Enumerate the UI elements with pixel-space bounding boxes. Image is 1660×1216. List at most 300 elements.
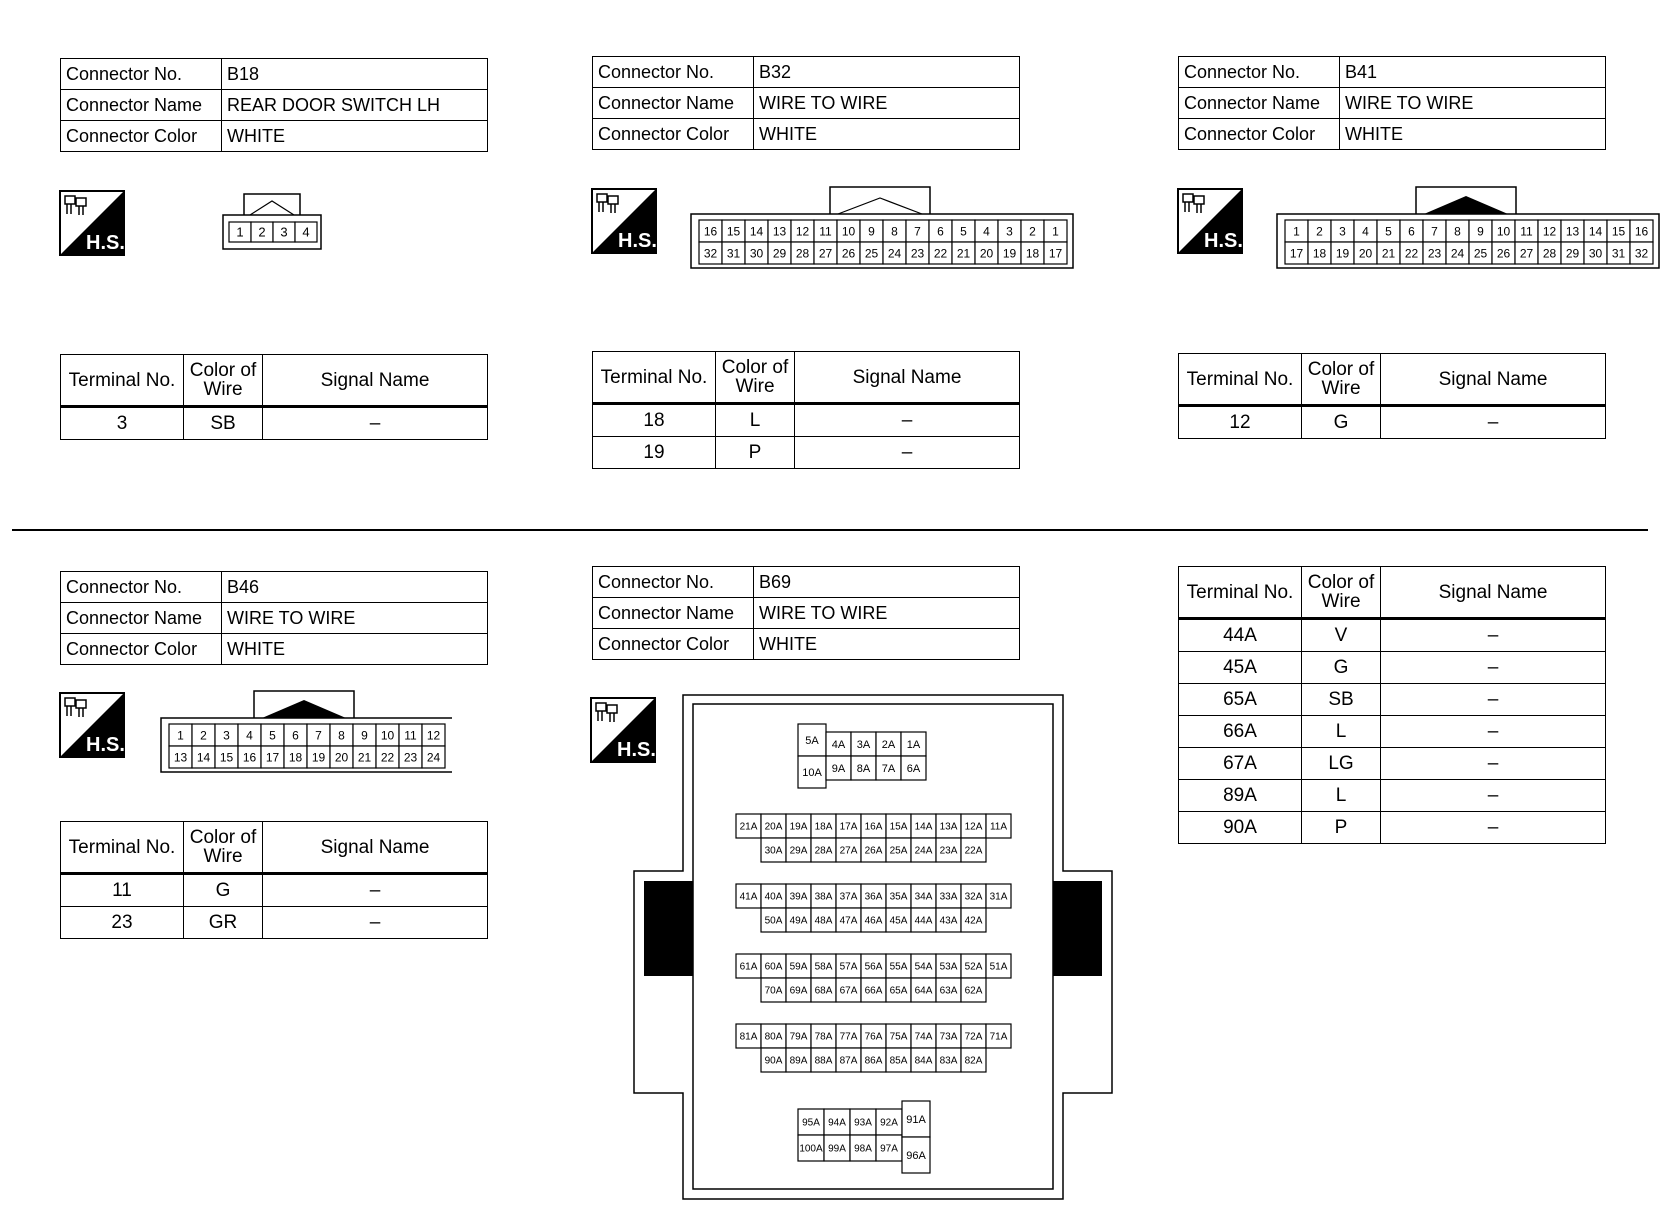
connector-face-b18	[222, 193, 332, 259]
pin-label: 20	[334, 750, 349, 765]
pin-label: 22	[933, 246, 948, 261]
pin-label: 18	[1025, 246, 1040, 261]
signal-name-cell: –	[263, 407, 488, 440]
wire-color-cell: L	[716, 404, 795, 437]
pin-label: 5	[269, 728, 276, 743]
pin-label: 9	[868, 224, 875, 239]
pin-label: 30	[749, 246, 764, 261]
wire-color-cell: G	[184, 874, 263, 907]
connector-no-label: Connector No.	[593, 57, 754, 88]
pin-label: 10	[380, 728, 395, 743]
terminal-table-b41	[1178, 353, 1606, 439]
pin-label: 6	[937, 224, 944, 239]
pin-label: 23	[1427, 246, 1442, 261]
pin-label: 73A	[939, 1031, 958, 1043]
pin-label: 35A	[889, 891, 908, 903]
terminal-table-b69	[1178, 566, 1606, 844]
pin-label: 5	[960, 224, 967, 239]
pin-label: 3	[280, 224, 288, 240]
pin-label: 36A	[864, 891, 883, 903]
pin-label: 20	[1358, 246, 1373, 261]
signal-name-cell: –	[263, 907, 488, 939]
pin-label: 8A	[856, 762, 871, 775]
connector-name-value: WIRE TO WIRE	[1340, 88, 1606, 119]
pin-label: 6	[292, 728, 299, 743]
pin-label: 56A	[864, 961, 883, 973]
pin-label: 18	[1312, 246, 1327, 261]
pin-label: 28	[795, 246, 810, 261]
pin-label: 8	[891, 224, 898, 239]
pin-label: 2	[1316, 224, 1323, 239]
connector-info-b69	[592, 566, 1020, 660]
wire-color-cell: LG	[1302, 748, 1381, 780]
signal-name-cell: –	[1381, 406, 1606, 439]
connector-no-value: B69	[754, 567, 1020, 598]
pin-label: 5	[1385, 224, 1392, 239]
pin-label: 68A	[814, 985, 833, 997]
connector-name-label: Connector Name	[593, 88, 754, 119]
pin-label: 7	[914, 224, 921, 239]
pin-label: 14	[749, 224, 764, 239]
pin-label: 64A	[914, 985, 933, 997]
pin-label: 31A	[989, 891, 1008, 903]
pin-label: 49A	[789, 915, 808, 927]
signal-name-header: Signal Name	[1381, 567, 1606, 619]
pin-label: 10	[1496, 224, 1511, 239]
pin-label: 58A	[814, 961, 833, 973]
signal-name-cell: –	[1381, 812, 1606, 844]
pin-label: 22	[380, 750, 395, 765]
pin-label: 19	[1335, 246, 1350, 261]
pin-label: 22	[1404, 246, 1419, 261]
pin-label: 25	[864, 246, 879, 261]
connector-color-label: Connector Color	[593, 119, 754, 150]
pin-label: 82A	[964, 1055, 983, 1067]
pin-label: 57A	[839, 961, 858, 973]
pin-label: 32	[703, 246, 718, 261]
terminal-row	[1179, 716, 1606, 748]
pin-label: 17A	[839, 821, 858, 833]
pin-label: 8	[1454, 224, 1461, 239]
connector-no-value: B18	[222, 59, 488, 90]
signal-name-header: Signal Name	[1381, 354, 1606, 406]
pin-label: 18A	[814, 821, 833, 833]
connector-name-label: Connector Name	[61, 603, 222, 634]
terminal-no-cell: 19	[593, 437, 716, 469]
terminal-no-cell: 11	[61, 874, 184, 907]
pin-label: 87A	[839, 1055, 858, 1067]
pin-label: 93A	[854, 1117, 872, 1129]
pin-label: 33A	[939, 891, 958, 903]
pin-label: 41A	[739, 891, 758, 903]
pin-label: 51A	[989, 961, 1008, 973]
pin-label: 15	[726, 224, 741, 239]
pin-label: 7	[315, 728, 322, 743]
pin-label: 39A	[789, 891, 808, 903]
pin-label: 27	[1519, 246, 1534, 261]
pin-label: 75A	[889, 1031, 908, 1043]
terminal-row	[1179, 619, 1606, 652]
terminal-no-cell: 67A	[1179, 748, 1302, 780]
terminal-no-cell: 65A	[1179, 684, 1302, 716]
signal-name-header: Signal Name	[795, 352, 1020, 404]
terminal-table-b32	[592, 351, 1020, 469]
signal-name-cell: –	[1381, 684, 1606, 716]
terminal-row	[61, 874, 488, 907]
hs-view-icon	[59, 692, 125, 758]
pin-label: 61A	[739, 961, 758, 973]
pin-label: 15	[1611, 224, 1626, 239]
pin-label: 20	[979, 246, 994, 261]
pin-label: 31	[1611, 246, 1626, 261]
pin-label: 12A	[964, 821, 983, 833]
pin-label: 4	[246, 728, 253, 743]
signal-name-cell: –	[795, 404, 1020, 437]
terminal-no-header: Terminal No.	[61, 822, 184, 874]
pin-label: 24A	[914, 845, 933, 857]
wire-color-cell: P	[1302, 812, 1381, 844]
pin-label: 55A	[889, 961, 908, 973]
pin-label: 40A	[764, 891, 783, 903]
pin-label: 25	[1473, 246, 1488, 261]
signal-name-cell: –	[263, 874, 488, 907]
pin-label: 1	[1052, 224, 1059, 239]
pin-label: 5A	[805, 734, 819, 747]
pin-label: 79A	[789, 1031, 808, 1043]
pin-label: 76A	[864, 1031, 883, 1043]
pin-label: 11	[1520, 224, 1533, 239]
terminal-table-b46	[60, 821, 488, 939]
pin-label: 81A	[739, 1031, 758, 1043]
terminal-table-b18	[60, 354, 488, 440]
connector-no-value: B46	[222, 572, 488, 603]
connector-name-label: Connector Name	[593, 598, 754, 629]
pin-label: 28	[1542, 246, 1557, 261]
terminal-row	[61, 907, 488, 939]
pin-label: 7	[1431, 224, 1438, 239]
pin-label: 84A	[914, 1055, 933, 1067]
pin-label: 20A	[764, 821, 783, 833]
pin-label: 3	[223, 728, 230, 743]
signal-name-cell: –	[1381, 716, 1606, 748]
color-of-wire-header: Color of Wire	[184, 822, 263, 874]
pin-label: 7A	[881, 762, 896, 775]
terminal-row	[61, 407, 488, 440]
pin-label: 21	[956, 246, 971, 261]
pin-label: 12	[795, 224, 810, 239]
terminal-no-cell: 12	[1179, 406, 1302, 439]
connector-name-value: REAR DOOR SWITCH LH	[222, 90, 488, 121]
terminal-row	[1179, 780, 1606, 812]
pin-label: 63A	[939, 985, 958, 997]
pin-label: 72A	[964, 1031, 983, 1043]
pin-label: 37A	[839, 891, 858, 903]
pin-label: 92A	[880, 1117, 898, 1129]
connector-no-value: B32	[754, 57, 1020, 88]
pin-label: 21	[357, 750, 372, 765]
connector-color-value: WHITE	[222, 634, 488, 665]
pin-label: 38A	[814, 891, 833, 903]
connector-color-value: WHITE	[1340, 119, 1606, 150]
connector-color-value: WHITE	[222, 121, 488, 152]
pin-label: 19	[1002, 246, 1017, 261]
pin-label: 48A	[814, 915, 833, 927]
pin-label: 12	[1542, 224, 1557, 239]
pin-label: 97A	[880, 1143, 898, 1155]
pin-label: 9	[361, 728, 368, 743]
terminal-no-cell: 45A	[1179, 652, 1302, 684]
pin-label: 27	[818, 246, 833, 261]
pin-label: 1	[1293, 224, 1300, 239]
connector-face-b69	[630, 693, 1116, 1201]
pin-label: 77A	[839, 1031, 858, 1043]
pin-label: 29	[1565, 246, 1580, 261]
color-of-wire-header: Color of Wire	[1302, 567, 1381, 619]
pin-label: 11	[819, 224, 832, 239]
pin-label: 14A	[914, 821, 933, 833]
connector-name-value: WIRE TO WIRE	[754, 598, 1020, 629]
pin-label: 70A	[764, 985, 783, 997]
pin-label: 62A	[964, 985, 983, 997]
pin-label: 31	[726, 246, 741, 261]
pin-label: 47A	[839, 915, 858, 927]
pin-label: 2	[258, 224, 266, 240]
connector-info-b46	[60, 571, 488, 665]
pin-label: 96A	[906, 1149, 926, 1162]
wire-color-cell: P	[716, 437, 795, 469]
pin-label: 1	[177, 728, 184, 743]
pin-label: 74A	[914, 1031, 933, 1043]
terminal-no-header: Terminal No.	[1179, 354, 1302, 406]
signal-name-cell: –	[1381, 619, 1606, 652]
pin-label: 52A	[964, 961, 983, 973]
connector-color-label: Connector Color	[61, 121, 222, 152]
pin-label: 43A	[939, 915, 958, 927]
terminal-row	[1179, 684, 1606, 716]
pin-label: 78A	[814, 1031, 833, 1043]
terminal-no-header: Terminal No.	[593, 352, 716, 404]
connector-no-label: Connector No.	[61, 572, 222, 603]
pin-label: 25A	[889, 845, 908, 857]
wire-color-cell: GR	[184, 907, 263, 939]
signal-name-cell: –	[1381, 652, 1606, 684]
terminal-row	[1179, 748, 1606, 780]
pin-label: 95A	[802, 1117, 820, 1129]
wire-color-cell: SB	[1302, 684, 1381, 716]
color-of-wire-header: Color of Wire	[1302, 354, 1381, 406]
pin-label: 34A	[914, 891, 933, 903]
pin-label: 17	[265, 750, 280, 765]
pin-label: 94A	[828, 1117, 846, 1129]
section-divider	[12, 529, 1648, 531]
pin-label: 11	[404, 728, 417, 743]
pin-label: 3	[1006, 224, 1013, 239]
pin-label: 23	[403, 750, 418, 765]
terminal-row	[593, 437, 1020, 469]
pin-label: 23	[910, 246, 925, 261]
signal-name-cell: –	[1381, 748, 1606, 780]
connector-face-b32	[690, 186, 1076, 272]
connector-info-b41	[1178, 56, 1606, 150]
pin-label: 100A	[799, 1143, 823, 1155]
terminal-no-header: Terminal No.	[61, 355, 184, 407]
color-of-wire-header: Color of Wire	[184, 355, 263, 407]
pin-label: 24	[426, 750, 441, 765]
pin-label: 85A	[889, 1055, 908, 1067]
pin-label: 12	[426, 728, 441, 743]
pin-label: 53A	[939, 961, 958, 973]
pin-label: 4	[983, 224, 990, 239]
pin-label: 42A	[964, 915, 983, 927]
pin-label: 1A	[906, 738, 921, 751]
pin-label: 15	[219, 750, 234, 765]
terminal-row	[1179, 812, 1606, 844]
pin-label: 21A	[739, 821, 758, 833]
color-of-wire-header: Color of Wire	[716, 352, 795, 404]
pin-label: 16	[703, 224, 718, 239]
pin-label: 44A	[914, 915, 933, 927]
pin-label: 22A	[964, 845, 983, 857]
pin-label: 14	[1588, 224, 1603, 239]
pin-label: 17	[1289, 246, 1304, 261]
pin-label: 2	[200, 728, 207, 743]
pin-label: 65A	[889, 985, 908, 997]
pin-label: 9A	[831, 762, 846, 775]
signal-name-header: Signal Name	[263, 822, 488, 874]
pin-label: 10A	[802, 766, 822, 779]
locking-tab-right	[1053, 881, 1102, 976]
pin-label: 10	[841, 224, 856, 239]
wire-color-cell: V	[1302, 619, 1381, 652]
connector-color-label: Connector Color	[1179, 119, 1340, 150]
pin-label: 60A	[764, 961, 783, 973]
terminal-no-cell: 44A	[1179, 619, 1302, 652]
wire-color-cell: L	[1302, 716, 1381, 748]
pin-label: 1	[236, 224, 244, 240]
pin-label: 15A	[889, 821, 908, 833]
wire-color-cell: G	[1302, 406, 1381, 439]
terminal-no-cell: 23	[61, 907, 184, 939]
pin-label: 90A	[764, 1055, 783, 1067]
connector-face-b41	[1276, 186, 1660, 272]
terminal-row	[1179, 406, 1606, 439]
pin-label: 19	[311, 750, 326, 765]
pin-label: 54A	[914, 961, 933, 973]
pin-label: 50A	[764, 915, 783, 927]
pin-label: 18	[288, 750, 303, 765]
terminal-no-cell: 18	[593, 404, 716, 437]
pin-label: 13	[772, 224, 787, 239]
hs-view-icon	[1177, 188, 1243, 254]
pin-label: 9	[1477, 224, 1484, 239]
pin-label: 4A	[831, 738, 846, 751]
pin-label: 32	[1634, 246, 1649, 261]
pin-label: 16	[242, 750, 257, 765]
pin-label: 27A	[839, 845, 858, 857]
pin-label: 30A	[764, 845, 783, 857]
pin-label: 2	[1029, 224, 1036, 239]
pin-label: 30	[1588, 246, 1603, 261]
connector-latch	[244, 194, 300, 216]
pin-label: 17	[1048, 246, 1063, 261]
pin-label: 23A	[939, 845, 958, 857]
connector-no-value: B41	[1340, 57, 1606, 88]
connector-name-value: WIRE TO WIRE	[222, 603, 488, 634]
pin-label: 80A	[764, 1031, 783, 1043]
pin-label: 13	[1565, 224, 1580, 239]
pin-label: 83A	[939, 1055, 958, 1067]
connector-no-label: Connector No.	[61, 59, 222, 90]
hs-view-icon	[591, 188, 657, 254]
pin-label: 11A	[989, 821, 1008, 833]
connector-face-b46	[160, 690, 452, 776]
terminal-row	[593, 404, 1020, 437]
pin-label: 91A	[906, 1113, 926, 1126]
pin-label: 6	[1408, 224, 1415, 239]
pin-label: 88A	[814, 1055, 833, 1067]
signal-name-header: Signal Name	[263, 355, 488, 407]
pin-label: 98A	[854, 1143, 872, 1155]
pin-label: 69A	[789, 985, 808, 997]
pin-label: 19A	[789, 821, 808, 833]
pin-label: 29	[772, 246, 787, 261]
connector-no-label: Connector No.	[1179, 57, 1340, 88]
connector-name-label: Connector Name	[61, 90, 222, 121]
pin-label: 71A	[989, 1031, 1008, 1043]
locking-tab-left	[644, 881, 693, 976]
terminal-no-cell: 3	[61, 407, 184, 440]
pin-label: 28A	[814, 845, 833, 857]
pin-label: 16A	[864, 821, 883, 833]
terminal-no-cell: 66A	[1179, 716, 1302, 748]
connector-color-label: Connector Color	[61, 634, 222, 665]
pin-label: 21	[1381, 246, 1396, 261]
connector-color-value: WHITE	[754, 119, 1020, 150]
hs-view-icon	[59, 190, 125, 256]
pin-label: 8	[338, 728, 345, 743]
pin-label: 26	[1496, 246, 1511, 261]
pin-label: 26A	[864, 845, 883, 857]
pin-label: 45A	[889, 915, 908, 927]
signal-name-cell: –	[795, 437, 1020, 469]
pin-label: 4	[1362, 224, 1369, 239]
pin-label: 14	[196, 750, 211, 765]
connector-color-label: Connector Color	[593, 629, 754, 660]
pin-label: 46A	[864, 915, 883, 927]
connector-color-value: WHITE	[754, 629, 1020, 660]
pin-label: 6A	[906, 762, 921, 775]
pin-label: 24	[887, 246, 902, 261]
terminal-no-header: Terminal No.	[1179, 567, 1302, 619]
connector-name-value: WIRE TO WIRE	[754, 88, 1020, 119]
pin-label: 3	[1339, 224, 1346, 239]
signal-name-cell: –	[1381, 780, 1606, 812]
wire-color-cell: L	[1302, 780, 1381, 812]
pin-label: 66A	[864, 985, 883, 997]
pin-label: 24	[1450, 246, 1465, 261]
pin-label: 26	[841, 246, 856, 261]
wire-color-cell: G	[1302, 652, 1381, 684]
pin-label: 99A	[828, 1143, 846, 1155]
pin-label: 29A	[789, 845, 808, 857]
connector-no-label: Connector No.	[593, 567, 754, 598]
terminal-row	[1179, 652, 1606, 684]
wire-color-cell: SB	[184, 407, 263, 440]
pin-label: 86A	[864, 1055, 883, 1067]
connector-name-label: Connector Name	[1179, 88, 1340, 119]
pin-label: 59A	[789, 961, 808, 973]
pin-label: 67A	[839, 985, 858, 997]
